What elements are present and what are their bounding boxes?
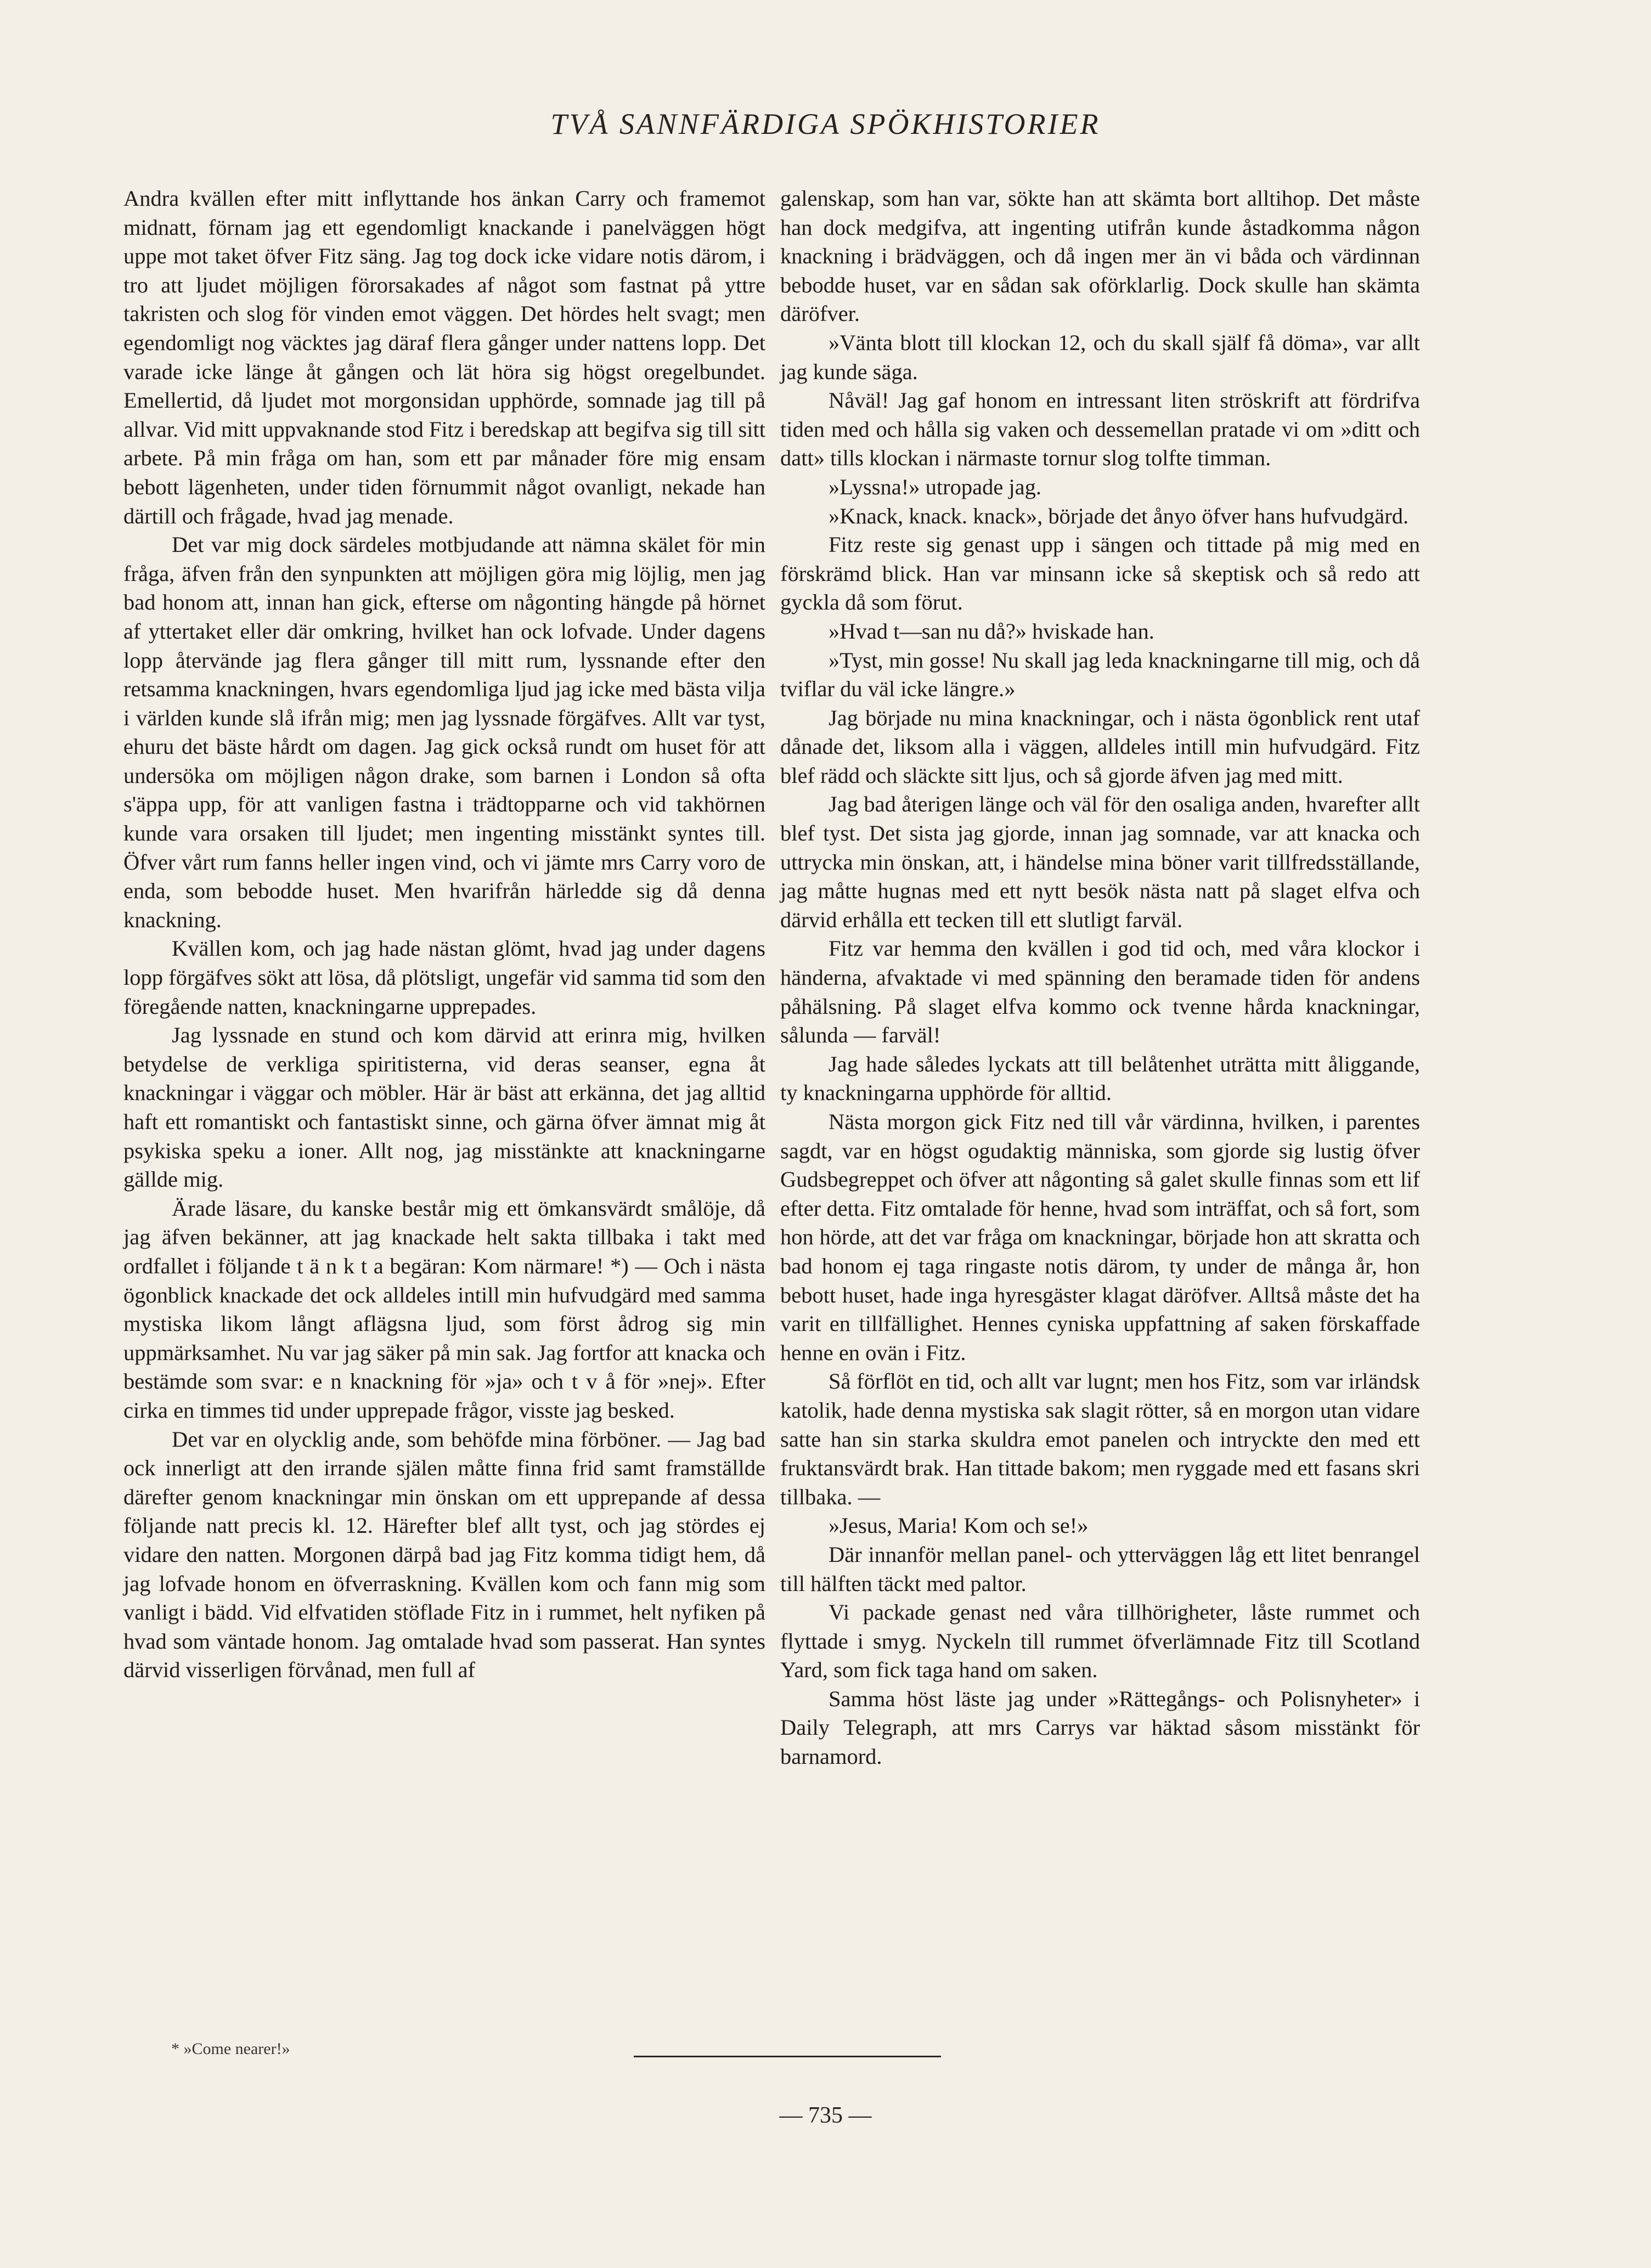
paragraph: »Hvad t—san nu då?» hviskade han. xyxy=(829,618,1154,644)
paragraph: Det var en olycklig ande, som behöfde mina förböner. — Jag bad ock innerligt att den irrande själen måtte finna frid samt framställde därefter genom knackningar min önskan om ett upprepande af dessa följande natt precis kl. 12. Härefter blef allt tyst, och jag stördes ej vidare den natten. Morgonen därpå bad jag Fitz komma tidigt hem, då jag lofvade honom en öfverraskning. Kvällen kom och fann mig som vanligt i bädd. Vid elfvatiden stöflade Fitz in i rummet, helt nyfiken på hvad som väntade honom. Jag omtalade hvad som passerat. Han syntes därvid visserligen förvånad, men full af xyxy=(123,1426,765,1683)
paragraph: Nåväl! Jag gaf honom en intressant liten ströskrift att fördrifva tiden med och hålla sig vaken och dessemellan pratade vi om »ditt och datt» tills klockan i närmaste tornur slog tolfte timman. xyxy=(780,388,1420,471)
paragraph: »Vänta blott till klockan 12, och du skall själf få döma», var allt jag kunde säga. xyxy=(780,330,1420,384)
page-title: TVÅ SANNFÄRDIGA SPÖKHISTORIER xyxy=(550,108,1101,140)
paragraph: Jag hade således lyckats att till belåtenhet uträtta mitt åliggande, ty knackningarna upphörde för alltid. xyxy=(780,1051,1420,1105)
paragraph: Så förflöt en tid, och allt var lugnt; men hos Fitz, som var irländsk katolik, hade denna mystiska sak slagit rötter, så en morgon utan vidare satte han sin starka skuldra emot panelen och intryckte den med ett fruktansvärdt brak. Han tittade bakom; men ryggade med ett fasans skri tillbaka. — xyxy=(780,1369,1420,1509)
paragraph: Jag bad återigen länge och väl för den osaliga anden, hvarefter allt blef tyst. Det sista jag gjorde, innan jag somnade, var att knacka och uttrycka min önskan, att, i händelse mina böner varit tillfredsställande, jag måtte hugnas med ett nytt besök nästa natt på slaget elfva och därvid erhålla ett tecken till ett slutligt farväl. xyxy=(780,792,1420,932)
paragraph: Nästa morgon gick Fitz ned till vår värdinna, hvilken, i parentes sagdt, var en högst ogudaktig människa, som gjorde sig lustig öfver Gudsbegreppet och öfver att någonting så galet skulle finnas som ett lif efter detta. Fitz omtalade för henne, hvad som inträffat, och så fort, som hon hörde, att det var fråga om knackningar, började hon att skratta och bad honom ej taga ringaste notis därom, ty under de många år, hon bebott huset, hade inga hyresgäster klagat däröfver. Alltså måste det ha varit en tillfällighet. Hennes cyniska uppfattning af saken förskaffade henne en ovän i Fitz. xyxy=(780,1109,1420,1365)
paragraph: Ärade läsare, du kanske består mig ett ömkansvärdt smålöje, då jag äfven bekänner, att jag knackade helt sakta tillbaka i takt med ordfallet i följande t ä n k t a begäran: Kom närmare! *) — Och i nästa ögonblick knackade det ock alldeles intill min hufvudgärd med samma mystiska likom långt aflägsna ljud, som först ådrog sig min uppmärksamhet. Nu var jag säker på min sak. Jag fortfor att knacka och bestämde som svar: e n knackning för »ja» och t v å för »nej». Efter cirka en timmes tid under upprepade frågor, visste jag besked. xyxy=(123,1195,765,1423)
paragraph: Samma höst läste jag under »Rättegångs- och Polisnyheter» i Daily Telegraph, att mrs Carrys var häktad såsom misstänkt för barnamord. xyxy=(780,1686,1420,1769)
paragraph: Kvällen kom, och jag hade nästan glömt, hvad jag under dagens lopp förgäfves sökt att lösa, då plötsligt, ungefär vid samma tid som den föregående natten, knackningarne upprepades. xyxy=(123,936,765,1019)
paragraph: Fitz var hemma den kvällen i god tid och, med våra klockor i händerna, afvaktade vi med spänning den beramade tiden för andens påhälsning. På slaget elfva kommo ock tvenne hårda knackningar, sålunda — farväl! xyxy=(780,936,1420,1048)
left-column xyxy=(123,184,765,1685)
right-column xyxy=(780,184,1420,1771)
paragraph: Jag började nu mina knackningar, och i nästa ögonblick rent utaf dånade det, liksom alla i väggen, alldeles intill min hufvudgärd. Fitz blef rädd och släckte sitt ljus, och så gjorde äfven jag med mitt. xyxy=(780,705,1420,788)
page-number: — 735 — xyxy=(779,2103,872,2128)
paragraph: Vi packade genast ned våra tillhörigheter, låste rummet och flyttade i smyg. Nyckeln till rummet öfverlämnade Fitz till Scotland Yard, som fick taga hand om saken. xyxy=(780,1600,1420,1683)
divider xyxy=(634,2056,941,2057)
paragraph: Andra kvällen efter mitt inflyttande hos änkan Carry och framemot midnatt, förnam jag ett egendomligt knackande i panelväggen högt uppe mot taket öfver Fitz säng. Jag tog dock icke vidare notis därom, i tro att ljudet möjligen förorsakades af något som fastnat på yttre takristen och slog för vinden emot väggen. Det hördes helt svagt; men egendomligt nog väcktes jag däraf flera gånger under nattens lopp. Det varade icke länge åt gången och lät höra sig högst oregelbundet. Emellertid, då ljudet mot morgonsidan upphörde, somnade jag till på allvar. Vid mitt uppvaknande stod Fitz i beredskap att begifva sig till sitt arbete. På min fråga om han, som ett par månader före mig ensam bebott lägenheten, under tiden förnummit något ovanligt, nekade han därtill och frågade, hvad jag menade. xyxy=(123,186,766,528)
paragraph: Fitz reste sig genast upp i sängen och tittade på mig med en förskrämd blick. Han var minsann icke så skeptisk och så redo att gyckla då som förut. xyxy=(780,532,1420,615)
paragraph: »Jesus, Maria! Kom och se!» xyxy=(829,1513,1089,1538)
paragraph: »Knack, knack. knack», började det ånyo öfver hans hufvudgärd. xyxy=(829,503,1409,528)
paragraph: »Tyst, min gosse! Nu skall jag leda knackningarne till mig, och då tviflar du väl icke längre.» xyxy=(780,647,1420,702)
paragraph: Jag lyssnade en stund och kom därvid att erinra mig, hvilken betydelse de verkliga spiritisterna, vid deras seanser, egna åt knackningar i väggar och möbler. Här är bäst att erkänna, det jag alltid haft ett romantiskt och fantastiskt sinne, och gärna öfver ämnat mig åt psykiska speku a ioner. Allt nog, jag misstänkte att knackningarne gällde mig. xyxy=(123,1023,765,1192)
paragraph: Det var mig dock särdeles motbjudande att nämna skälet för min fråga, äfven från den synpunkten att möjligen göra mig löjlig, men jag bad honom att, innan han gick, efterse om någonting hängde på hörnet af yttertaket eller där omkring, hvilket han ock lofvade. Under dagens lopp återvände jag flera gånger till mitt rum, lyssnande efter den retsamma knackningen, hvars egendomliga ljud jag icke med bästa vilja i världen kunde slå ifrån mig; men jag lyssnade förgäfves. Allt var tyst, ehuru det bäste hårdt om dagen. Jag gick också rundt om huset för att undersöka om möjligen någon drake, som barnen i London så ofta s'äppa upp, för att vanligen fastna i trädtopparne och vid takhörnen kunde vara orsaken till ljudet; men ingenting misstänkt syntes till. Öfver vårt rum fanns heller ingen vind, och vi jämte mrs Carry voro de enda, som bebodde huset. Men hvarifrån härledde sig då denna knackning. xyxy=(123,532,765,932)
paragraph: Där innanför mellan panel- och ytterväggen låg ett litet benrangel till hälften täckt med paltor. xyxy=(780,1542,1420,1596)
footnote: * »Come nearer!» xyxy=(171,2040,290,2058)
paragraph: galenskap, som han var, sökte han att skämta bort alltihop. Det måste han dock medgifva, att ingenting utifrån kunde åstadkomma någon knackning i brädväggen, och då ingen mer än vi båda och värdinnan bebodde huset, var en sådan sak oförklarlig. Dock skulle han skämta däröfver. xyxy=(780,186,1420,326)
paragraph: »Lyssna!» utropade jag. xyxy=(829,474,1042,499)
